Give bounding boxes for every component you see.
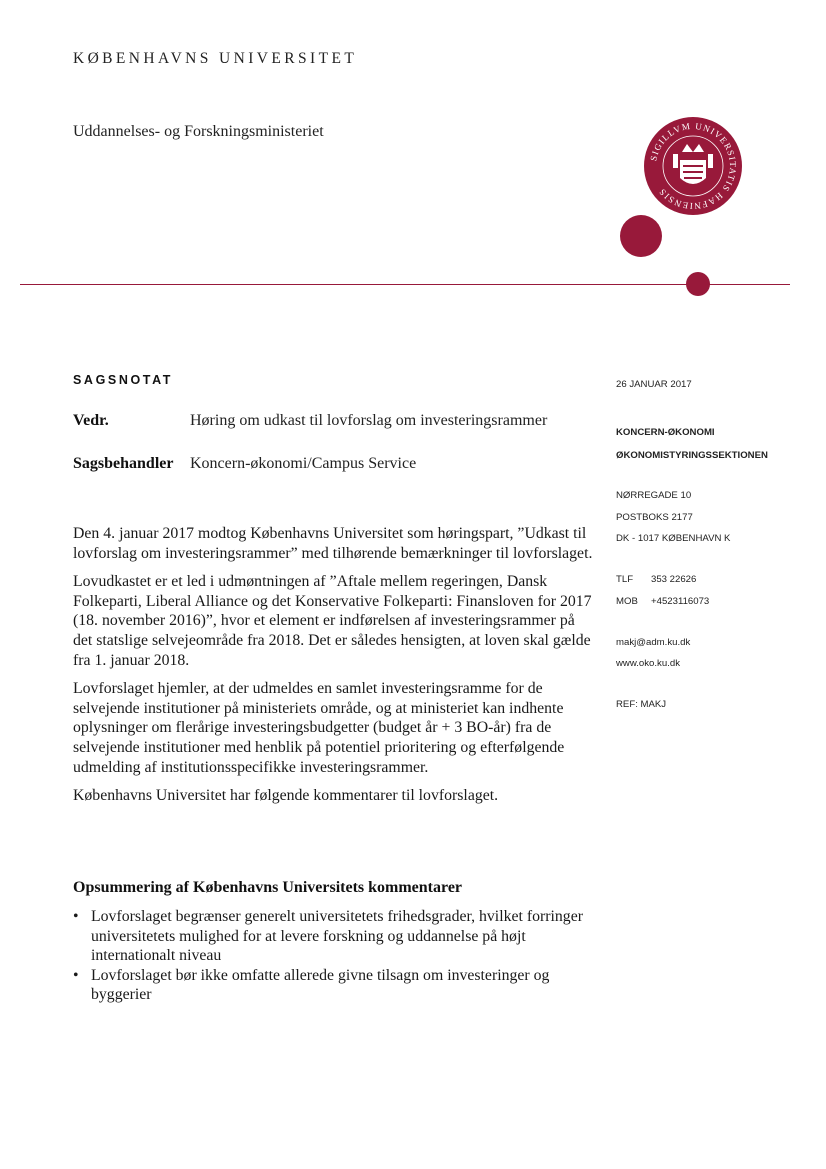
paragraph: Lovudkastet er et led i udmøntningen af ”Aftale mellem regeringen, Dansk Folkeparti, Liberal Alliance og det Konservative Folkeparti: Finansloven for 2017 (18. november 2016)”, hvor et element er indførelsen af investeringsrammer på det statslige selvejeområde fra 2018. Det er således hensigten, at loven skal gælde fra 1. januar 2018. (73, 573, 592, 669)
postbox: POSTBOKS 2177 (616, 512, 693, 523)
reference: REF: MAKJ (616, 699, 667, 710)
summary-list (73, 907, 598, 1005)
paragraph: Lovforslaget hjemler, at der udmeldes en samlet investeringsramme for de selvejende institutioner på ministeriets område, og at ministeriet kan indhente oplysninger om flerårige investeringsbudgetter (budget år + 3 BO-år) fra de selvejende institutioner med henblik på potentiel prioritering og efterfølgende udmelding af institutionsspecifikke investeringsrammer. (73, 680, 565, 776)
street-address: NØRREGADE 10 (616, 490, 692, 501)
paragraph: Den 4. januar 2017 modtog Københavns Universitet som høringspart, ”Udkast til lovforslag om investeringsrammer” med tilhørende bemærkninger til lovforslaget. (73, 525, 593, 562)
subject-value: Høring om udkast til lovforslag om investeringsrammer (190, 412, 548, 429)
decorative-circle-small (686, 272, 710, 296)
header-divider-line (20, 284, 790, 285)
case-handler-label: Sagsbehandler (73, 455, 174, 472)
body-text (73, 524, 593, 815)
department-name: KONCERN-ØKONOMI (616, 427, 715, 438)
website: www.oko.ku.dk (616, 658, 680, 669)
phone-label: TLF (616, 574, 634, 585)
mobile-number: +4523116073 (651, 596, 710, 607)
list-item-text: Lovforslaget begrænser generelt universitetets frihedsgrader, hvilket forringer universitetets mulighed for at levere forskning og uddannelse på højt internationalt niveau (91, 908, 583, 965)
email-address: makj@adm.ku.dk (616, 637, 691, 648)
document-date: 26 JANUAR 2017 (616, 379, 692, 390)
decorative-circle-large (620, 215, 662, 257)
subject-label: Vedr. (73, 412, 109, 429)
section-name: ØKONOMISTYRINGSSEKTIONEN (616, 450, 768, 461)
case-handler-value: Koncern-økonomi/Campus Service (190, 455, 417, 472)
postal-city: DK - 1017 KØBENHAVN K (616, 533, 731, 544)
document-type: SAGSNOTAT (73, 373, 174, 387)
mobile-label: MOB (616, 596, 638, 607)
university-name: KØBENHAVNS UNIVERSITET (73, 50, 358, 67)
list-item: • Lovforslaget bør ikke omfatte allerede givne tilsagn om investeringer og byggerier (73, 966, 550, 1004)
svg-text:SIGILLVM UNIVERSITATIS HAFNIEN: SIGILLVM UNIVERSITATIS HAFNIENSIS (648, 120, 739, 212)
recipient-ministry: Uddannelses- og Forskningsministeriet (73, 123, 324, 140)
list-item-text: Lovforslaget bør ikke omfatte allerede givne tilsagn om investeringer og byggerier (91, 966, 550, 1004)
summary-heading: Opsummering af Københavns Universitets kommentarer (73, 879, 463, 896)
list-item: • Lovforslaget begrænser generelt universitetets frihedsgrader, hvilket forringer universitetets mulighed for at levere forskning og uddannelse på højt internationalt niveau (73, 908, 583, 965)
phone-number: 353 22626 (651, 574, 697, 585)
university-seal-logo (643, 116, 743, 216)
paragraph: Københavns Universitet har følgende kommentarer til lovforslaget. (73, 787, 499, 805)
